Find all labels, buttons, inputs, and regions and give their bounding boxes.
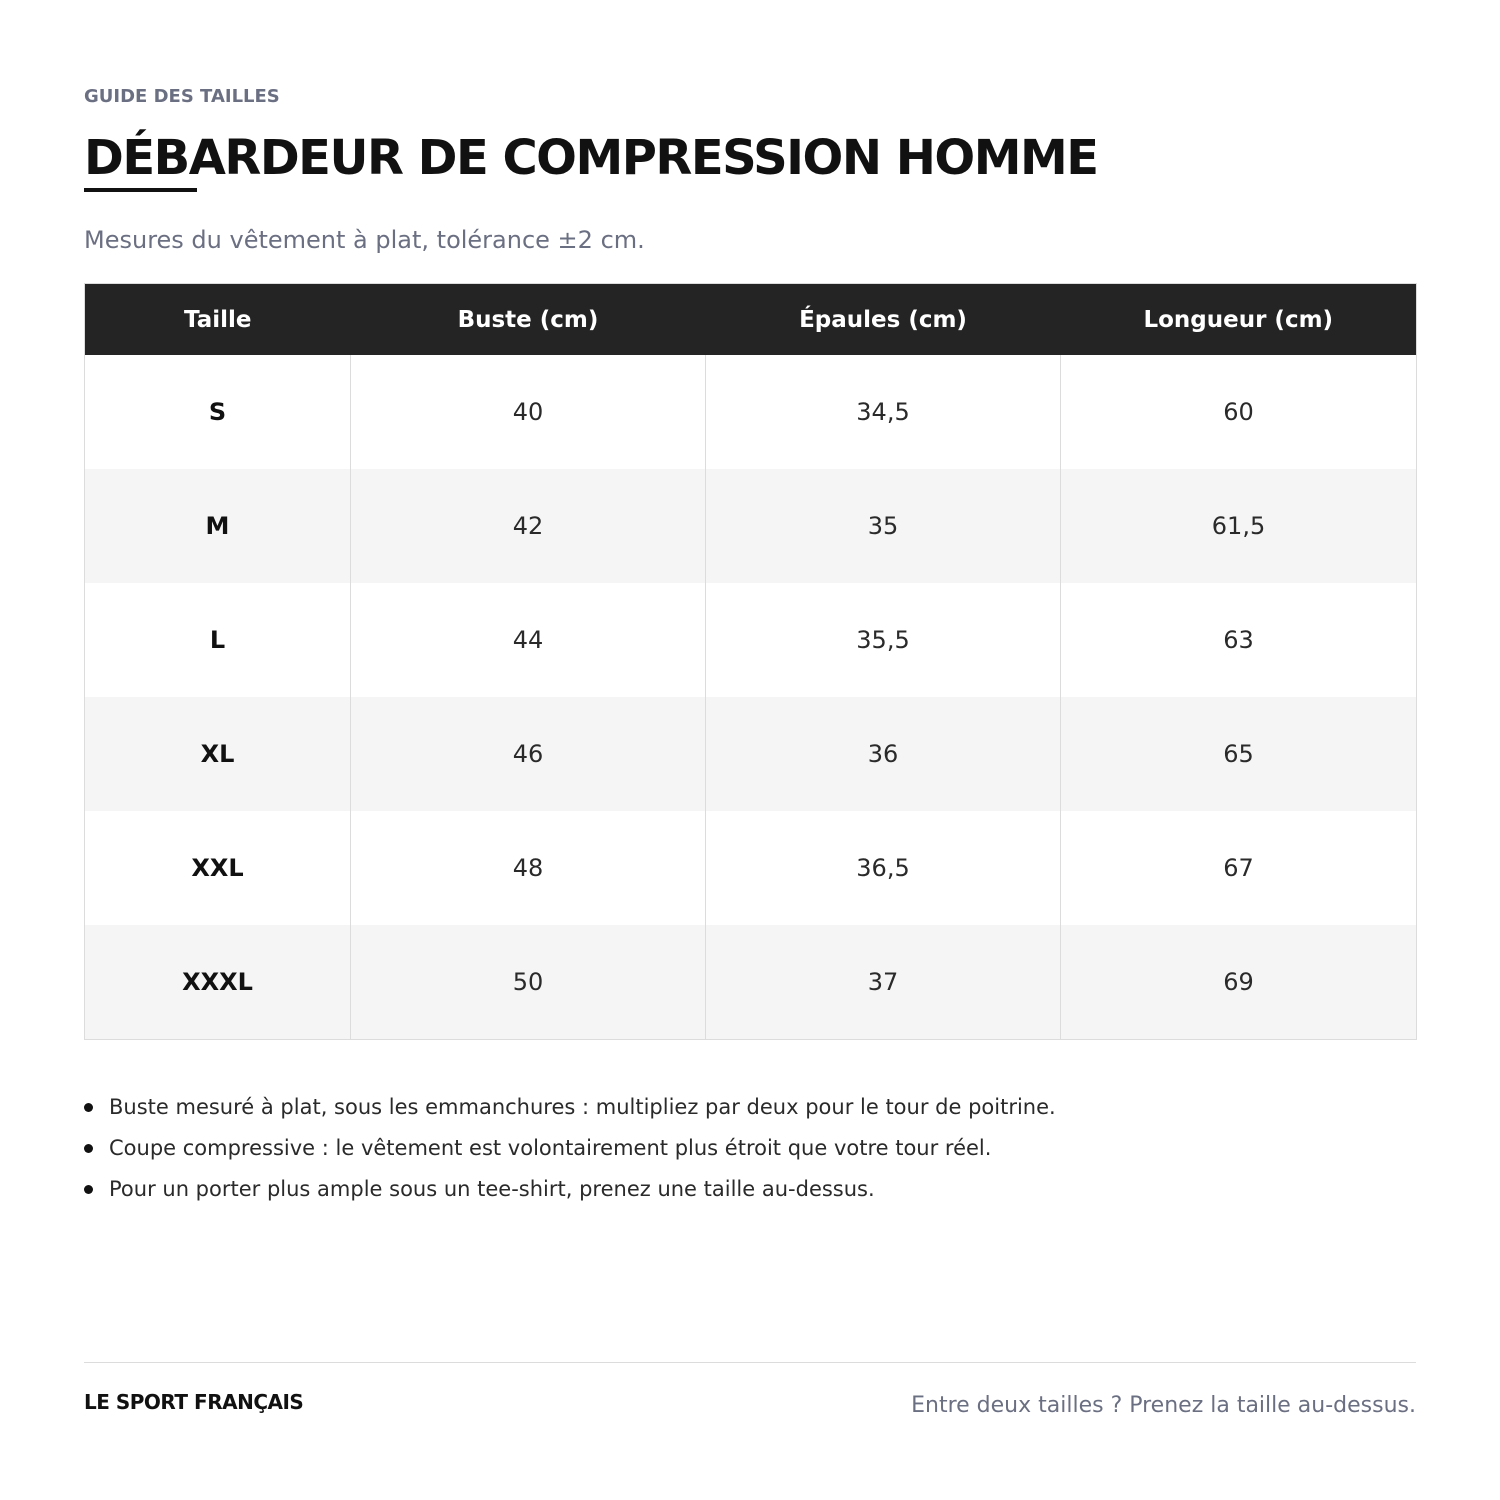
footer-note: Entre deux tailles ? Prenez la taille au-dessus. — [911, 1393, 1416, 1418]
shoulders-cell: 36 — [706, 697, 1061, 811]
column-header-size: Taille — [85, 284, 351, 356]
length-cell: 65 — [1061, 697, 1417, 811]
shoulders-cell: 35,5 — [706, 583, 1061, 697]
table-header-row — [85, 284, 1417, 356]
size-cell: S — [85, 355, 351, 469]
length-cell: 61,5 — [1061, 469, 1417, 583]
length-cell: 67 — [1061, 811, 1417, 925]
shoulders-cell: 34,5 — [706, 355, 1061, 469]
chest-cell: 40 — [351, 355, 706, 469]
size-cell: XXL — [85, 811, 351, 925]
shoulders-cell: 35 — [706, 469, 1061, 583]
shoulders-cell: 36,5 — [706, 811, 1061, 925]
length-cell: 63 — [1061, 583, 1417, 697]
shoulders-cell: 37 — [706, 925, 1061, 1040]
chest-cell: 50 — [351, 925, 706, 1040]
column-header-shoulders: Épaules (cm) — [706, 284, 1061, 356]
page-subtitle: Mesures du vêtement à plat, tolérance ±2 cm. — [84, 226, 645, 254]
table-row — [85, 583, 1417, 697]
bullet-dot-icon — [84, 1185, 93, 1194]
size-guide-page — [84, 0, 1416, 1500]
size-cell: XL — [85, 697, 351, 811]
length-cell: 69 — [1061, 925, 1417, 1040]
note-text: Pour un porter plus ample sous un tee-shirt, prenez une taille au-dessus. — [109, 1177, 875, 1201]
list-item — [84, 1169, 1056, 1210]
table-row — [85, 697, 1417, 811]
column-header-length: Longueur (cm) — [1061, 284, 1417, 356]
chest-cell: 46 — [351, 697, 706, 811]
chest-cell: 48 — [351, 811, 706, 925]
length-cell: 60 — [1061, 355, 1417, 469]
footer-divider — [84, 1362, 1416, 1363]
list-item — [84, 1087, 1056, 1128]
size-table — [84, 283, 1417, 1040]
size-cell: XXXL — [85, 925, 351, 1040]
column-header-chest: Buste (cm) — [351, 284, 706, 356]
size-cell: L — [85, 583, 351, 697]
page-title: DÉBARDEUR DE COMPRESSION HOMME — [84, 130, 1098, 186]
size-cell: M — [85, 469, 351, 583]
table-row — [85, 469, 1417, 583]
title-underline — [84, 188, 197, 192]
table-row — [85, 925, 1417, 1040]
notes-list — [84, 1087, 1056, 1210]
table-row — [85, 811, 1417, 925]
eyebrow-label: GUIDE DES TAILLES — [84, 86, 280, 107]
list-item — [84, 1128, 1056, 1169]
note-text: Coupe compressive : le vêtement est volontairement plus étroit que votre tour réel. — [109, 1136, 992, 1160]
brand-name: LE SPORT FRANÇAIS — [84, 1390, 304, 1414]
chest-cell: 42 — [351, 469, 706, 583]
table-row — [85, 355, 1417, 469]
chest-cell: 44 — [351, 583, 706, 697]
bullet-dot-icon — [84, 1144, 93, 1153]
note-text: Buste mesuré à plat, sous les emmanchures : multipliez par deux pour le tour de poitrine. — [109, 1095, 1056, 1119]
bullet-dot-icon — [84, 1103, 93, 1112]
